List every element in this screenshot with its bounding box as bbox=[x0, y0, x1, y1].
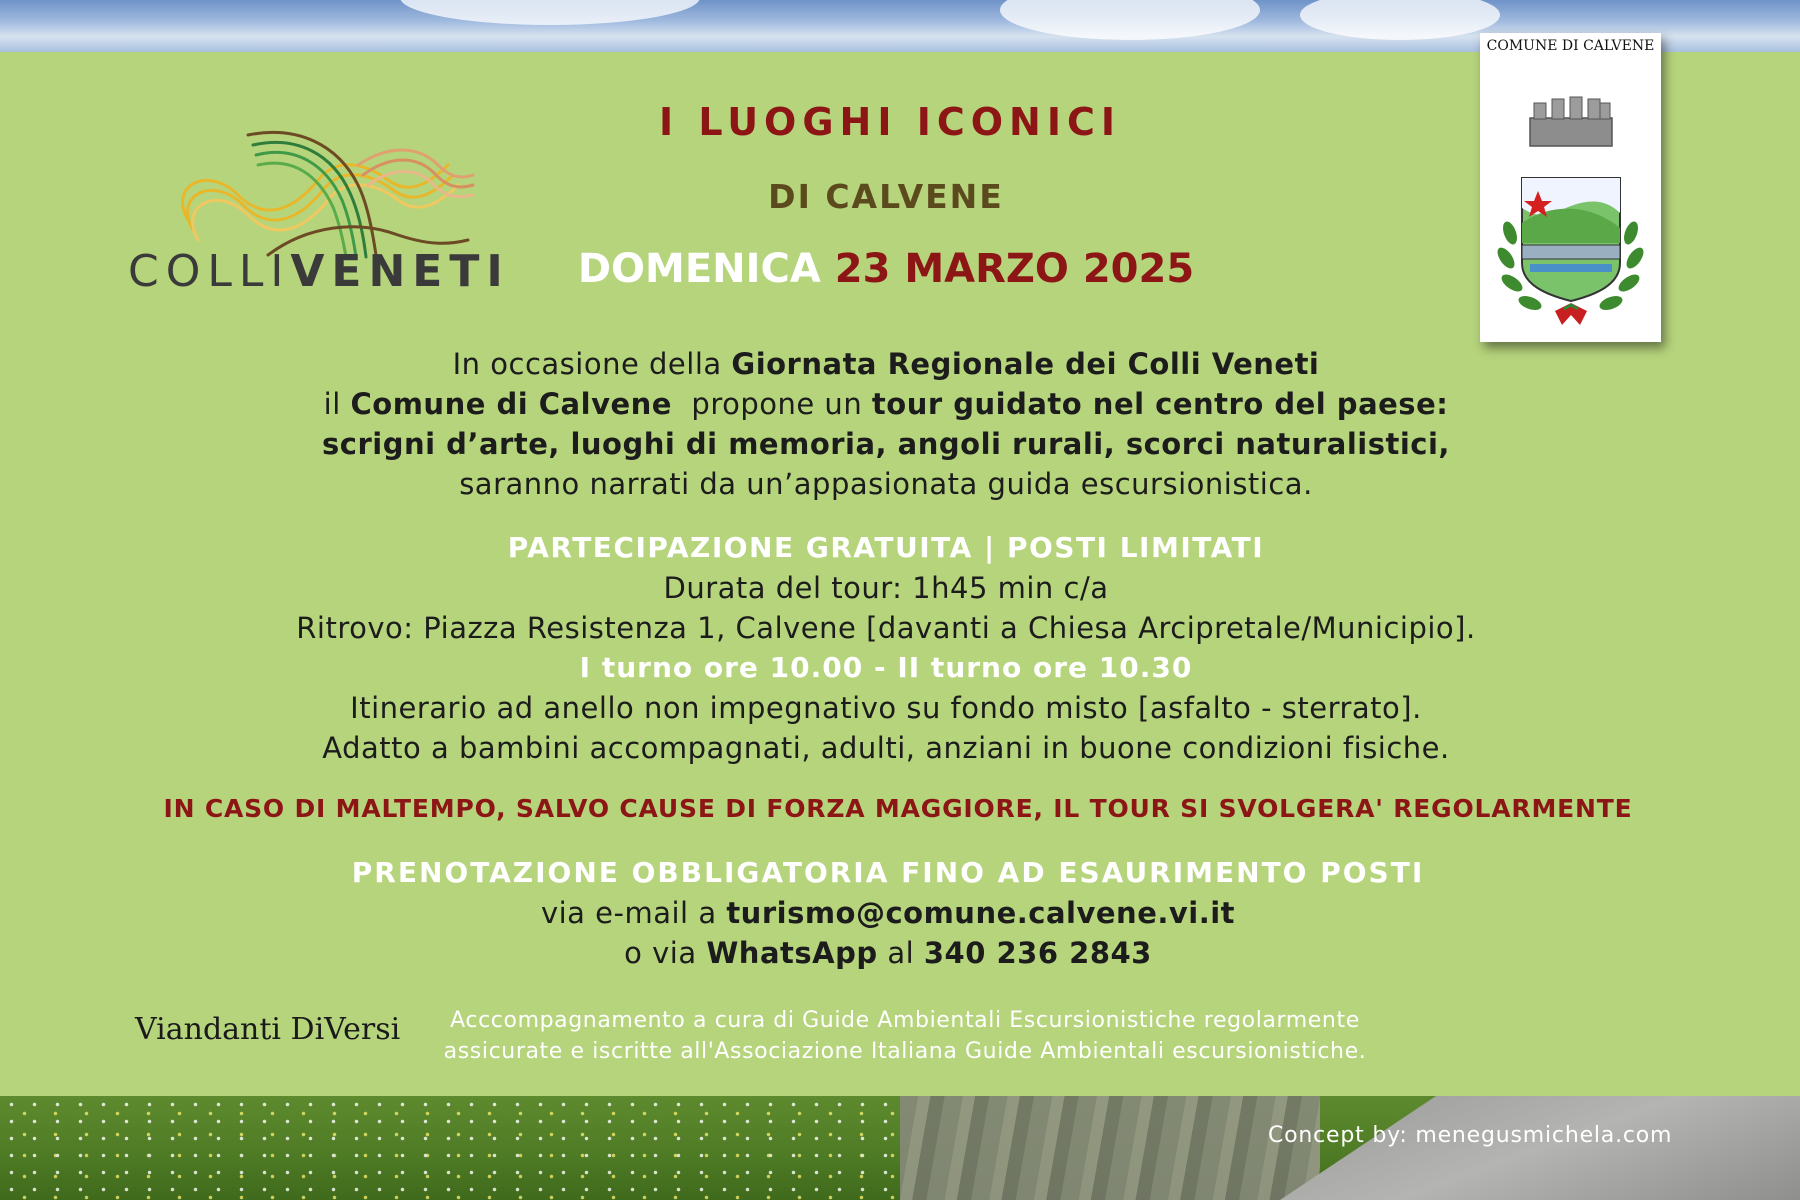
title-di-calvene: DI CALVENE bbox=[768, 177, 1004, 216]
route-description: Itinerario ad anello non impegnativo su fondo misto [asfalto - sterrato]. bbox=[350, 691, 1422, 725]
event-date bbox=[0, 246, 1786, 292]
title-luoghi-iconici: I LUOGHI ICONICI bbox=[658, 100, 1122, 144]
ground-photo bbox=[0, 1096, 1800, 1200]
event-date-full: 23 MARZO 2025 bbox=[834, 246, 1195, 292]
concept-credit: Concept by: menegusmichela.com bbox=[1268, 1123, 1673, 1148]
intro-paragraph: In occasione della Giornata Regionale dei Colli Veneti il Comune di Calvene propone un tour guidato nel centro del paese: scrigni d’arte, luoghi di memoria, angoli rurali, scorci naturalistici, saranno narrati da un’appasionata guida escursionistica. bbox=[322, 347, 1450, 501]
booking-info: PRENOTAZIONE OBBLIGATORIA FINO AD ESAURIMENTO POSTI via e-mail a turismo@comune.calvene.vi.it o via WhatsApp al 340 236 2843 bbox=[0, 853, 1788, 973]
weather-warning: IN CASO DI MALTEMPO, SALVO CAUSE DI FORZA MAGGIORE, IL TOUR SI SVOLGERA' REGOLARMENTE bbox=[163, 794, 1633, 823]
tour-times: I turno ore 10.00 - II turno ore 10.30 bbox=[579, 651, 1193, 684]
booking-phone[interactable]: 340 236 2843 bbox=[923, 936, 1152, 970]
meeting-point: Ritrovo: Piazza Resistenza 1, Calvene [davanti a Chiesa Arcipretale/Municipio]. bbox=[296, 611, 1476, 645]
booking-headline: PRENOTAZIONE OBBLIGATORIA FINO AD ESAURIMENTO POSTI bbox=[351, 856, 1425, 889]
guide-credits: Acccompagnamento a cura di Guide Ambientali Escursionistiche regolarmente assicurate e iscritte all'Associazione Italiana Guide Ambientali escursionistiche. bbox=[443, 1008, 1367, 1064]
colli-veneti-wordmark: COLLIVENETI bbox=[128, 246, 510, 297]
crest-title: COMUNE DI CALVENE bbox=[1486, 38, 1655, 54]
booking-email-link[interactable]: turismo@comune.calvene.vi.it bbox=[726, 896, 1236, 930]
suitability: Adatto a bambini accompagnati, adulti, anziani in buone condizioni fisiche. bbox=[322, 731, 1450, 765]
event-date-day: DOMENICA bbox=[577, 246, 821, 292]
participation-headline: PARTECIPAZIONE GRATUITA | POSTI LIMITATI bbox=[507, 531, 1265, 564]
tour-details bbox=[0, 528, 1786, 768]
viandanti-diversi-logo: Viandanti DiVersi bbox=[135, 1012, 401, 1047]
tour-duration: Durata del tour: 1h45 min c/a bbox=[663, 571, 1109, 605]
